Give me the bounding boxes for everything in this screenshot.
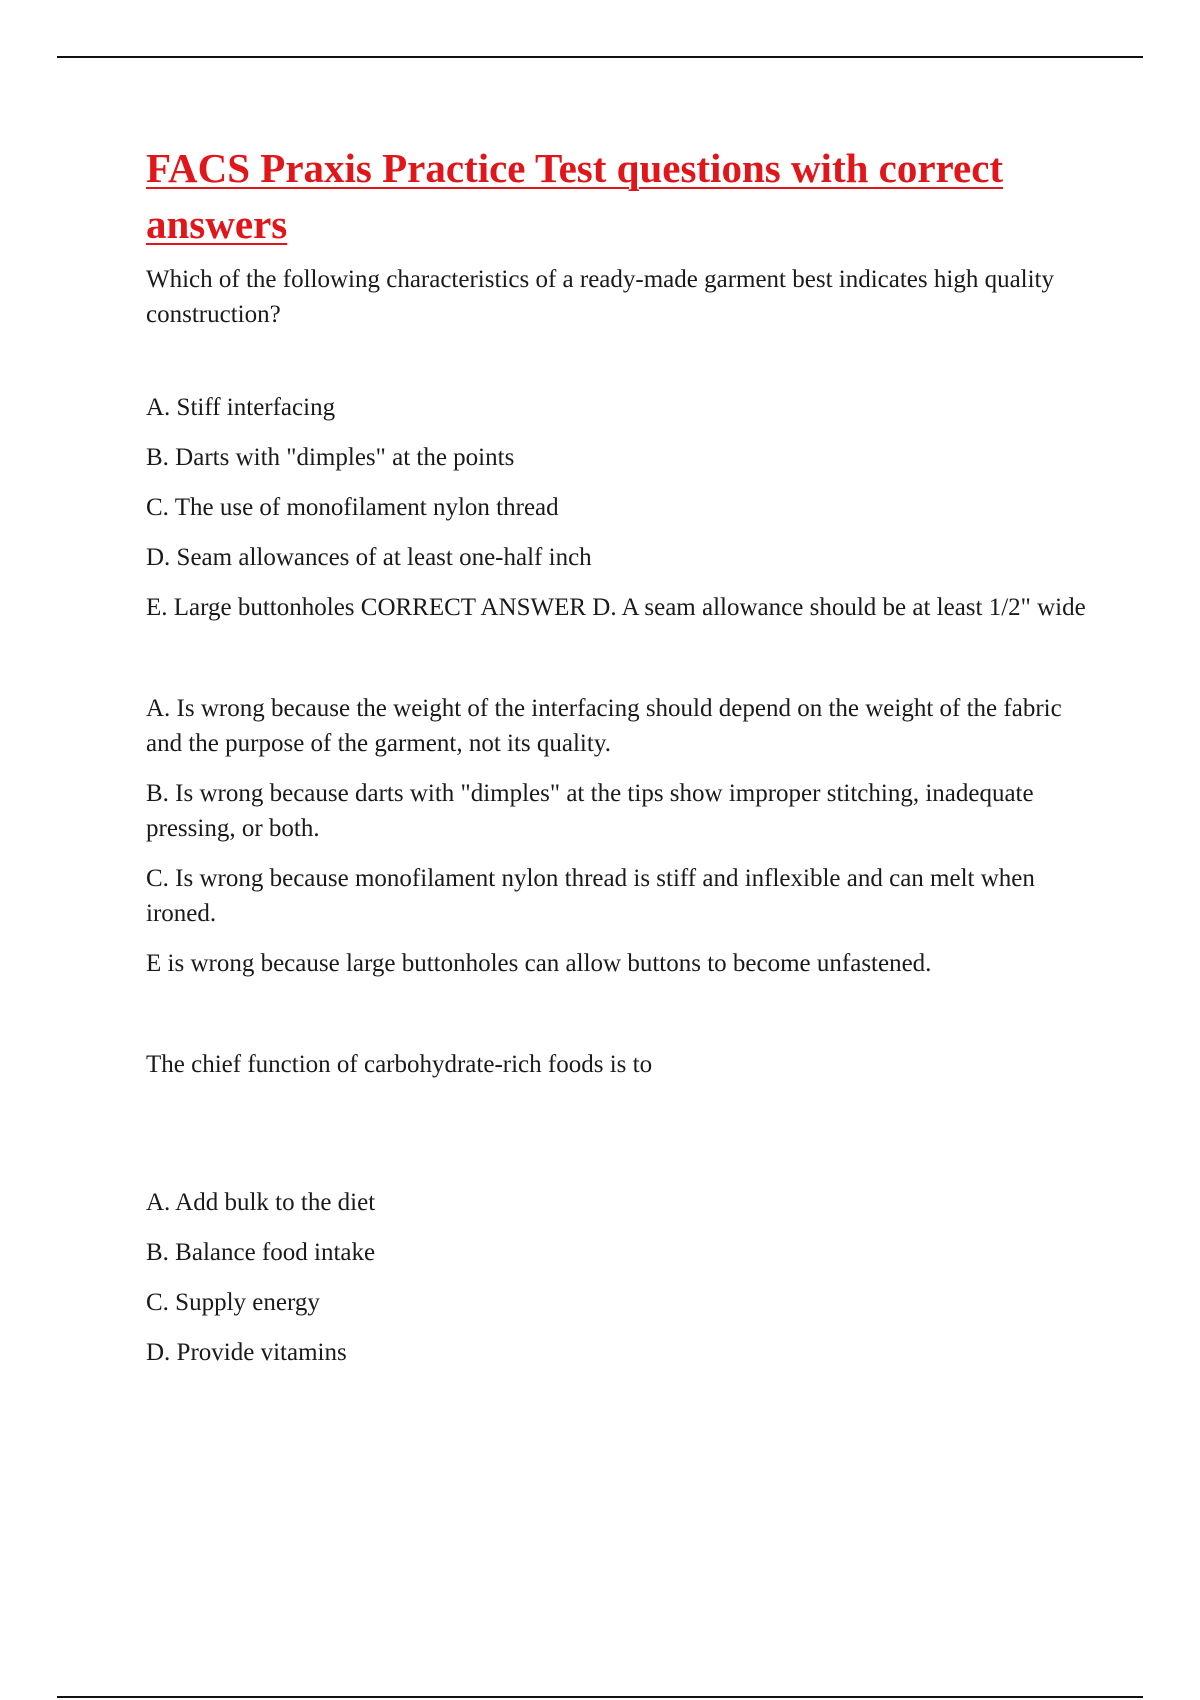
document-body: [146, 140, 1086, 1370]
question-1-option-a: A. Stiff interfacing: [146, 394, 336, 421]
explanation-a: A. Is wrong because the weight of the interfacing should depend on the weight of the fabric and the purpose of the garment, not its quality.: [146, 695, 1062, 757]
question-1-option-d: D. Seam allowances of at least one-half inch: [146, 544, 592, 571]
explanation-b: B. Is wrong because darts with "dimples" at the tips show improper stitching, inadequate pressing, or both.: [146, 780, 1034, 842]
question-1-option-e-answer: E. Large buttonholes CORRECT ANSWER D. A seam allowance should be at least 1/2" wide: [146, 594, 1086, 621]
header-rule: [57, 56, 1143, 58]
question-1-prompt: Which of the following characteristics of a ready-made garment best indicates high quality construction?: [146, 266, 1055, 328]
document-title: FACS Praxis Practice Test questions with correct answers: [146, 145, 1004, 247]
question-2-option-c: C. Supply energy: [146, 1289, 320, 1316]
question-2-prompt: The chief function of carbohydrate-rich foods is to: [146, 1051, 653, 1078]
question-2-option-b: B. Balance food intake: [146, 1239, 376, 1266]
question-1-option-b: B. Darts with "dimples" at the points: [146, 444, 515, 471]
explanation-e: E is wrong because large buttonholes can allow buttons to become unfastened.: [146, 950, 932, 977]
explanation-c: C. Is wrong because monofilament nylon thread is stiff and inflexible and can melt when ironed.: [146, 865, 1035, 927]
question-1-option-c: C. The use of monofilament nylon thread: [146, 494, 559, 521]
question-2-option-a: A. Add bulk to the diet: [146, 1189, 376, 1216]
question-2-option-d: D. Provide vitamins: [146, 1339, 347, 1366]
footer-rule: [57, 1696, 1143, 1698]
